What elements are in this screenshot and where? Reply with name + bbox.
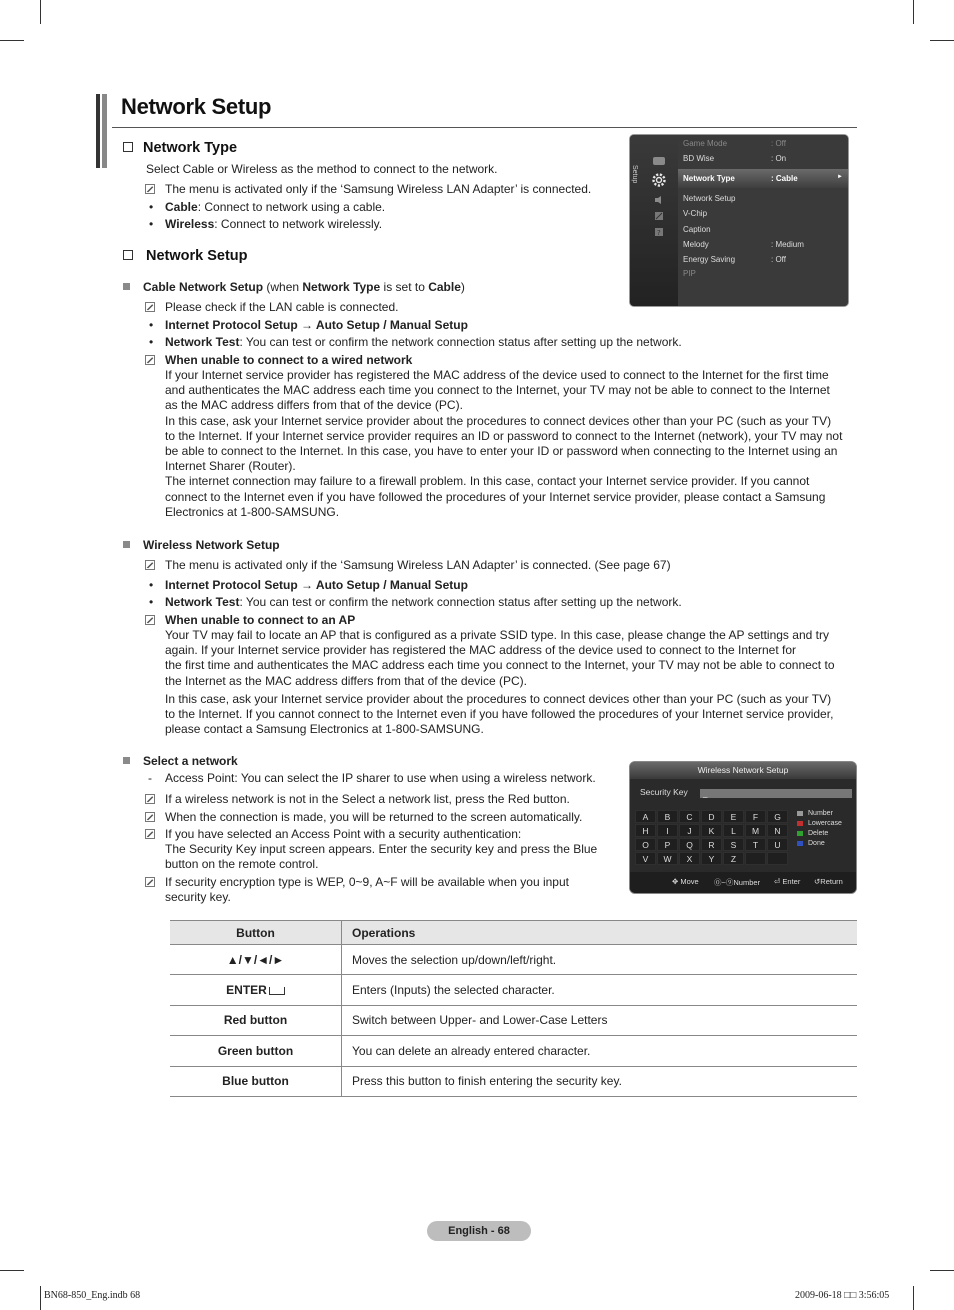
cable-note-lan: Please check if the LAN cable is connected.	[165, 300, 399, 314]
note-icon	[145, 355, 155, 365]
table-row	[170, 1005, 857, 1035]
wireless-unable-paragraph-b: In this case, ask your Internet service provider about the procedures to connect devices other than your PC (such as your TV) to the Internet. If you cannot connect to the Internet even if you have followed the procedures of your Internet service provider, please contact a Samsung Electronics at 1-800-SAMSUNG.	[165, 692, 834, 737]
svg-text:?: ?	[657, 229, 661, 237]
row-operation: Press this button to finish entering the security key.	[342, 1066, 858, 1096]
row-operation: Enters (Inputs) the selected character.	[342, 975, 858, 1005]
menu-item-pip: PIP	[683, 269, 696, 278]
select-network-head: Select a network	[123, 754, 238, 769]
return-icon: ↺	[814, 877, 821, 886]
wireless-unable-heading: When unable to connect to an AP	[165, 613, 356, 627]
bullet-dot: •	[149, 335, 154, 349]
row-operation: Switch between Upper- and Lower-Case Letters	[342, 1005, 858, 1035]
key-blank[interactable]	[745, 852, 766, 865]
header-button: Button	[170, 921, 342, 945]
note-icon	[145, 302, 155, 312]
crop-mark	[40, 0, 41, 24]
note-icon	[145, 184, 155, 194]
wireless-note-adapter: The menu is activated only if the ‘Samsung Wireless LAN Adapter’ is connected. (See page 67)	[165, 558, 671, 572]
button-operations-table	[170, 920, 857, 1097]
bullet-dot: •	[149, 200, 154, 214]
row-button: ENTER	[170, 975, 342, 1005]
row-operation: You can delete an already entered character.	[342, 1036, 858, 1066]
page-number-label: English - 68	[427, 1221, 531, 1241]
select-note-red: If a wireless network is not in the Select a network list, press the Red button.	[165, 792, 570, 806]
wireless-network-test: Network Test: You can test or confirm the network connection status after setting up the network.	[165, 595, 682, 609]
key-s[interactable]: S	[723, 838, 744, 851]
enter-icon: ⏎	[774, 877, 781, 886]
note-icon	[145, 829, 155, 839]
crop-mark	[0, 40, 24, 41]
tv-setup-menu	[630, 135, 848, 306]
menu-item-v-chip: V-Chip	[683, 209, 708, 218]
footer-file-name: BN68-850_Eng.indb 68	[44, 1290, 141, 1301]
option-done[interactable]: Done	[797, 840, 825, 847]
key-o[interactable]: O	[635, 838, 656, 851]
picture-icon	[652, 155, 666, 167]
key-p[interactable]: P	[657, 838, 678, 851]
row-button: Red button	[170, 1005, 342, 1035]
menu-item-melody: Melody : Medium	[683, 240, 804, 249]
key-f[interactable]: F	[745, 810, 766, 823]
cable-term: Cable	[165, 200, 198, 214]
menu-item-network-setup: Network Setup	[683, 194, 736, 203]
title-rule	[112, 127, 857, 128]
option-number[interactable]: Number	[797, 810, 833, 817]
channel-icon	[654, 211, 664, 221]
bullet-dot: •	[149, 578, 154, 592]
sound-icon	[654, 195, 664, 205]
key-a[interactable]: A	[635, 810, 656, 823]
row-button: Blue button	[170, 1066, 342, 1096]
note-icon	[145, 812, 155, 822]
key-u[interactable]: U	[767, 838, 788, 851]
crop-mark	[913, 1286, 914, 1310]
crop-mark	[930, 1270, 954, 1271]
cable-network-test: Network Test: You can test or confirm the network connection status after setting up the network.	[165, 335, 682, 349]
key-i[interactable]: I	[657, 824, 678, 837]
select-note-security: If you have selected an Access Point with a security authentication: The Security Key input screen appears. Enter the security key and press the Blue button on the remote control.	[165, 827, 598, 872]
checkbox-bullet-icon	[123, 250, 133, 260]
key-n[interactable]: N	[767, 824, 788, 837]
crop-mark	[40, 1286, 41, 1310]
network-type-heading-text: Network Type	[143, 140, 238, 156]
wireless-option	[165, 217, 382, 232]
table-row	[170, 1036, 857, 1066]
cable-desc: : Connect to network using a cable.	[197, 200, 386, 214]
key-b[interactable]: B	[657, 810, 678, 823]
row-operation: Moves the selection up/down/left/right.	[342, 945, 858, 975]
key-q[interactable]: Q	[679, 838, 700, 851]
cable-unable-heading: When unable to connect to a wired network	[165, 353, 413, 367]
network-setup-heading-text: Network Setup	[146, 248, 248, 264]
security-key-label: Security Key	[640, 787, 688, 797]
menu-item-energy-saving: Energy Saving : Off	[683, 255, 786, 264]
key-z[interactable]: Z	[723, 852, 744, 865]
key-r[interactable]: R	[701, 838, 722, 851]
key-g[interactable]: G	[767, 810, 788, 823]
bullet-dot: •	[149, 217, 154, 231]
menu-item-bd-wise: BD Wise : On	[683, 154, 787, 163]
network-type-heading	[123, 140, 237, 156]
checkbox-bullet-icon	[123, 142, 133, 152]
key-blank[interactable]	[767, 852, 788, 865]
note-icon	[145, 877, 155, 887]
key-k[interactable]: K	[701, 824, 722, 837]
enter-key-icon	[269, 987, 285, 995]
security-key-input[interactable]: _	[700, 789, 852, 798]
wireless-desc: : Connect to network wirelessly.	[214, 217, 383, 231]
network-type-note: The menu is activated only if the ‘Samsung Wireless LAN Adapter’ is connected.	[165, 182, 592, 196]
key-d[interactable]: D	[701, 810, 722, 823]
access-point-item: Access Point: You can select the IP sharer to use when using a wireless network.	[165, 771, 596, 785]
wireless-network-setup-head: Wireless Network Setup	[123, 538, 280, 553]
key-h[interactable]: H	[635, 824, 656, 837]
panel-title: Wireless Network Setup	[630, 762, 856, 779]
key-c[interactable]: C	[679, 810, 700, 823]
support-icon	[654, 227, 664, 237]
square-bullet-icon	[123, 757, 130, 764]
footer-timestamp: 2009-06-18 □□ 3:56:05	[795, 1290, 890, 1301]
key-m[interactable]: M	[745, 824, 766, 837]
select-note-wep: If security encryption type is WEP, 0~9, A~F will be available when you input security key.	[165, 875, 569, 905]
key-y[interactable]: Y	[701, 852, 722, 865]
table-row	[170, 975, 857, 1005]
bullet-dot: •	[149, 318, 154, 332]
crop-mark	[930, 40, 954, 41]
wireless-ip-setup: Internet Protocol Setup → Auto Setup / Manual Setup	[165, 578, 468, 592]
crop-mark	[0, 1270, 24, 1271]
key-l[interactable]: L	[723, 824, 744, 837]
key-j[interactable]: J	[679, 824, 700, 837]
option-delete[interactable]: Delete	[797, 830, 828, 837]
note-icon	[145, 794, 155, 804]
gear-icon	[650, 171, 668, 189]
cable-option	[165, 200, 385, 215]
page-title: Network Setup	[121, 94, 272, 119]
move-arrows-icon: ✥	[672, 877, 679, 886]
key-w[interactable]: W	[657, 852, 678, 865]
cable-unable-paragraph: If your Internet service provider has registered the MAC address of the device used to connect to the Internet for the first time and authenticates the MAC address each time you connect to the Internet, your TV may not be able to connect to the Internet as the MAC address differs from that of the device (PC). In this case, ask your Internet service provider about the procedures to connect devices other than your PC (such as your TV) to the Internet. If your Internet service provider requires an ID or password to connect to the Internet (network), your TV may not be able to connect to the Internet. In this case, you have to enter your ID or password when connecting to the Internet using an Internet Sharer (Router). The internet connection may failure to a firewall problem. In this case, contact your Internet service provider. If you cannot connect to the Internet even if you have followed the procedures of your Internet service provider, please contact a Samsung Electronics at 1-800-SAMSUNG.	[165, 368, 843, 519]
cable-ip-setup: Internet Protocol Setup → Auto Setup / Manual Setup	[165, 318, 468, 332]
footer-return: ↺Return	[814, 877, 843, 886]
table-row	[170, 1066, 857, 1096]
menu-side-label: Setup	[631, 165, 638, 184]
key-v[interactable]: V	[635, 852, 656, 865]
square-bullet-icon	[123, 541, 130, 548]
wireless-unable-paragraph-a: Your TV may fail to locate an AP that is configured as a private SSID type. In this case, please change the AP settings and try again. If your Internet service provider has registered the MAC address of the device used to connect to the Internet for the first time and authenticates the MAC address each time you connect to the Internet, your TV may not be able to connect to the Internet as the MAC address differs from that of the device (PC).	[165, 628, 835, 688]
wireless-setup-panel	[630, 762, 856, 893]
note-icon	[145, 560, 155, 570]
key-e[interactable]: E	[723, 810, 744, 823]
chevron-right-icon: ►	[837, 174, 843, 180]
key-x[interactable]: X	[679, 852, 700, 865]
option-lowercase[interactable]: Lowercase	[797, 820, 842, 827]
note-icon	[145, 615, 155, 625]
table-row	[170, 945, 857, 975]
select-note-connection: When the connection is made, you will be returned to the screen automatically.	[165, 810, 583, 824]
footer-enter: ⏎ Enter	[774, 877, 801, 886]
menu-item-caption: Caption	[683, 225, 711, 234]
footer-number: ⓪~⑨Number	[714, 878, 761, 887]
header-operations: Operations	[342, 921, 858, 945]
menu-item-network-type: Network Type : Cable ►	[683, 174, 843, 183]
square-bullet-icon	[123, 283, 130, 290]
table-header-row	[170, 921, 857, 945]
dash-bullet: -	[148, 771, 152, 785]
number-keys-icon: ⓪~⑨	[714, 878, 734, 887]
footer-move: ✥ Move	[672, 877, 699, 886]
key-t[interactable]: T	[745, 838, 766, 851]
cable-network-setup-head: Cable Network Setup (when Network Type is set to Cable)	[123, 280, 465, 295]
crop-mark	[913, 0, 914, 24]
network-type-intro: Select Cable or Wireless as the method to connect to the network.	[146, 162, 498, 176]
menu-item-game-mode: Game Mode : Off	[683, 139, 786, 148]
row-button: ▲/▼/◄/►	[170, 945, 342, 975]
network-setup-heading	[123, 248, 248, 264]
row-button: Green button	[170, 1036, 342, 1066]
wireless-term: Wireless	[165, 217, 215, 231]
bullet-dot: •	[149, 595, 154, 609]
